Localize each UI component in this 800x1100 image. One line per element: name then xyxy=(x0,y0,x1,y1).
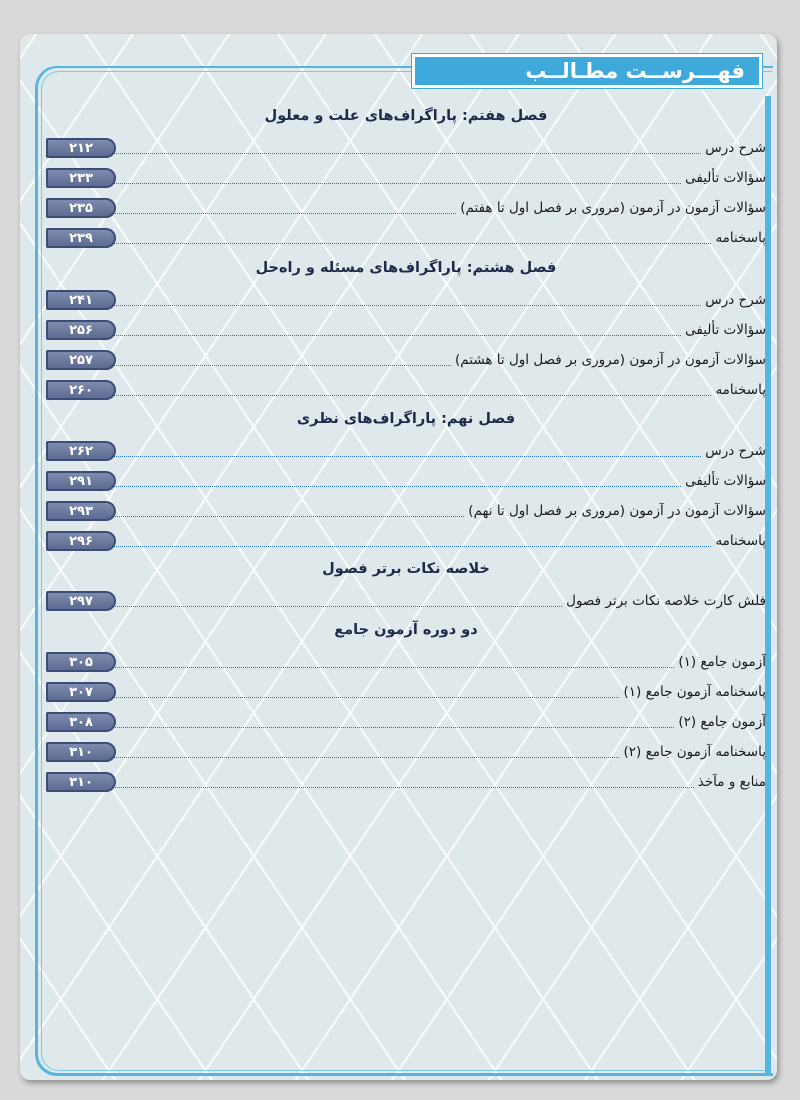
toc-entry[interactable] xyxy=(46,168,766,192)
toc-entry[interactable] xyxy=(46,350,766,374)
section-heading: فصل هفتم: پاراگراف‌های علت و معلول xyxy=(264,108,548,124)
section-heading: فصل هشتم: پاراگراف‌های مسئله و راه‌حل xyxy=(255,260,557,276)
dot-leader xyxy=(112,697,619,698)
dot-leader xyxy=(112,787,694,788)
dot-leader xyxy=(112,395,711,396)
toc-entry[interactable] xyxy=(46,471,766,495)
entry-label: سؤالات آزمون در آزمون (مروری بر فصل اول تا هشتم) xyxy=(455,352,766,368)
toc-entry[interactable] xyxy=(46,320,766,344)
entry-label: پاسخنامه آزمون جامع (۱) xyxy=(623,684,766,700)
entry-label: فلش کارت خلاصه نکات برتر فصول xyxy=(566,593,766,609)
page-number-badge: ۲۳۹ xyxy=(46,228,116,248)
entry-label: پاسخنامه xyxy=(715,382,766,398)
toc-entry[interactable] xyxy=(46,228,766,252)
page-number-badge: ۲۵۶ xyxy=(46,320,116,340)
toc-entry[interactable] xyxy=(46,531,766,555)
page-number-badge: ۲۳۵ xyxy=(46,198,116,218)
toc-entry[interactable] xyxy=(46,441,766,465)
title-banner xyxy=(412,54,762,88)
section-heading: فصل نهم: پاراگراف‌های نظری xyxy=(296,411,516,427)
dot-leader xyxy=(112,365,451,366)
toc-page xyxy=(20,34,777,1080)
entry-label: پاسخنامه آزمون جامع (۲) xyxy=(623,744,766,760)
toc-entry[interactable] xyxy=(46,712,766,736)
dot-leader xyxy=(112,456,701,457)
page-number-badge: ۳۰۸ xyxy=(46,712,116,732)
page-number-badge: ۳۰۷ xyxy=(46,682,116,702)
page-number-badge: ۳۱۰ xyxy=(46,742,116,762)
dot-leader xyxy=(112,486,681,487)
dot-leader xyxy=(112,153,701,154)
entry-label: سؤالات تألیفی xyxy=(685,170,766,186)
page-number-badge: ۲۹۳ xyxy=(46,501,116,521)
entry-label: پاسخنامه xyxy=(715,230,766,246)
toc-entry[interactable] xyxy=(46,138,766,162)
toc-entry[interactable] xyxy=(46,380,766,404)
toc-entry[interactable] xyxy=(46,682,766,706)
page-number-badge: ۲۱۲ xyxy=(46,138,116,158)
page-number-badge: ۲۵۷ xyxy=(46,350,116,370)
dot-leader xyxy=(112,757,619,758)
dot-leader xyxy=(112,305,701,306)
entry-label: سؤالات تألیفی xyxy=(685,322,766,338)
entry-label: سؤالات تألیفی xyxy=(685,473,766,489)
entry-label: آزمون جامع (۲) xyxy=(678,714,766,730)
entry-label: پاسخنامه xyxy=(715,533,766,549)
dot-leader xyxy=(112,606,562,607)
entry-label: شرح درس xyxy=(705,140,766,156)
toc-entry[interactable] xyxy=(46,501,766,525)
toc-entry[interactable] xyxy=(46,290,766,314)
toc-entry[interactable] xyxy=(46,652,766,676)
dot-leader xyxy=(112,183,681,184)
toc-entry[interactable] xyxy=(46,742,766,766)
toc-entry[interactable] xyxy=(46,591,766,615)
dot-leader xyxy=(112,546,711,547)
section-heading: خلاصه نکات برتر فصول xyxy=(322,561,490,577)
dot-leader xyxy=(112,335,681,336)
dot-leader xyxy=(112,667,674,668)
entry-label: شرح درس xyxy=(705,292,766,308)
page-number-badge: ۲۴۱ xyxy=(46,290,116,310)
dot-leader xyxy=(112,213,456,214)
page-number-badge: ۲۶۰ xyxy=(46,380,116,400)
entry-label: شرح درس xyxy=(705,443,766,459)
entry-label: سؤالات آزمون در آزمون (مروری بر فصل اول تا هفتم) xyxy=(460,200,766,216)
dot-leader xyxy=(112,516,464,517)
page-number-badge: ۳۱۰ xyxy=(46,772,116,792)
toc-entry[interactable] xyxy=(46,198,766,222)
dot-leader xyxy=(112,243,711,244)
page-number-badge: ۲۹۶ xyxy=(46,531,116,551)
page-number-badge: ۲۹۱ xyxy=(46,471,116,491)
toc-entry[interactable] xyxy=(46,772,766,796)
page-number-badge: ۲۹۷ xyxy=(46,591,116,611)
entry-label: منابع و مآخذ xyxy=(697,774,766,790)
section-heading: دو دوره آزمون جامع xyxy=(334,622,478,638)
page-number-badge: ۲۳۳ xyxy=(46,168,116,188)
page-title: فهـــرســت مطـالــب xyxy=(525,59,745,83)
dot-leader xyxy=(112,727,674,728)
entry-label: آزمون جامع (۱) xyxy=(678,654,766,670)
page-number-badge: ۲۶۲ xyxy=(46,441,116,461)
entry-label: سؤالات آزمون در آزمون (مروری بر فصل اول تا نهم) xyxy=(468,503,766,519)
page-number-badge: ۳۰۵ xyxy=(46,652,116,672)
